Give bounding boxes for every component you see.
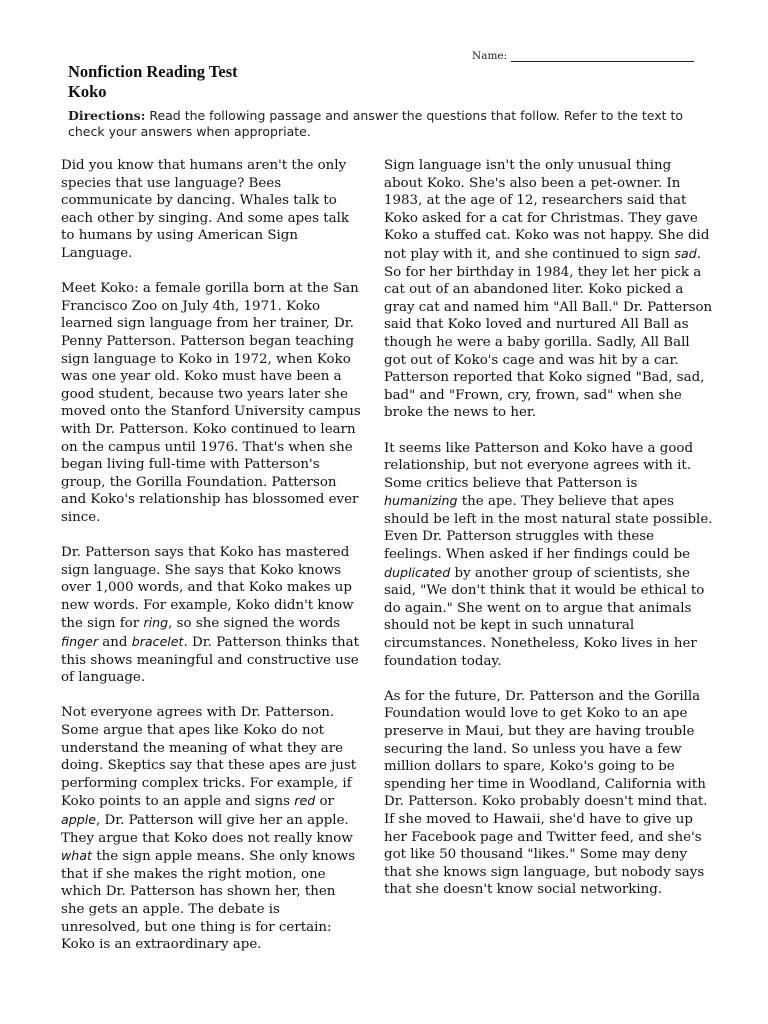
- italic-term: duplicated: [384, 564, 451, 580]
- name-field-row: [472, 50, 694, 62]
- italic-term: ring: [143, 615, 169, 631]
- italic-term: red: [294, 793, 316, 809]
- passage-paragraph: [61, 544, 363, 687]
- paragraph-text: As for the future, Dr. Patterson and the Gorilla Foundation would love to get Koko to an ape preserve in Maui, but they are having trouble securing the land. So unless you have a few million dollars to spare, Koko's going to be spending her time in Woodland, California with Dr. Patterson. Koko probably doesn't mind that. If she moved to Hawaii, she'd have to give up her Facebook page and Twitter feed, and she's got like 50 thousand "likes." Some may deny that she knows sign language, but nobody says that she doesn't know social networking.: [384, 688, 708, 898]
- passage-paragraph: [61, 157, 363, 263]
- paragraph-text: or: [315, 794, 334, 810]
- paragraph-text: and: [98, 635, 132, 651]
- paragraph-text: , Dr. Patterson will give her an apple. They argue that Koko does not really know: [61, 812, 353, 846]
- name-blank-line[interactable]: [511, 50, 694, 62]
- paragraph-text: Sign language isn't the only unusual thing about Koko. She's also been a pet-owner. In 1983, at the age of 12, researchers said that Koko asked for a cat for Christmas. They gave Koko a stuffed cat. Koko was not happy. She did not play with it, and she continued to sign: [384, 158, 710, 262]
- italic-term: finger: [61, 634, 99, 650]
- passage-right-column: [384, 157, 714, 899]
- directions: [68, 108, 698, 140]
- passage-paragraph: [61, 280, 363, 526]
- paragraph-text: Did you know that humans aren't the only species that use language? Bees communicate by dancing. Whales talk to each other by singing. And some apes talk to humans by using American Sign Language.: [61, 158, 349, 261]
- paragraph-text: the ape. They believe that apes should be left in the most natural state possible. Even Dr. Patterson struggles with these feelings. When asked if her findings could be: [384, 494, 713, 563]
- paragraph-text: the sign apple means. She only knows that if she makes the right motion, one which Dr. Patterson has shown her, then she gets an apple. The debate is unresolved, but one thing is for certain: Koko is an extraordinary ape.: [61, 849, 356, 953]
- paragraph-text: , so she signed the words: [168, 616, 341, 632]
- passage-left-column: [61, 157, 363, 954]
- paragraph-text: Meet Koko: a female gorilla born at the San Francisco Zoo on July 4th, 1971. Koko learned sign language from her trainer, Dr. Penny Patterson. Patterson began teaching sign language to Koko in 1972, when Koko was one year old. Koko must have been a good student, because two years later she moved onto the Stanford University campus with Dr. Patterson. Koko continued to learn on the campus until 1976. That's when she began living full-time with Patterson's group, the Gorilla Foundation. Patterson and Koko's relationship has blossomed ever since.: [61, 281, 361, 525]
- name-label: Name:: [472, 50, 508, 62]
- page-subtitle: Koko: [68, 82, 107, 101]
- page-title: Nonfiction Reading Test: [68, 62, 238, 81]
- italic-term: bracelet: [131, 634, 184, 650]
- passage-paragraph: [384, 440, 714, 671]
- directions-label: Directions:: [68, 108, 146, 123]
- passage-paragraph: [384, 688, 714, 899]
- italic-term: humanizing: [384, 493, 458, 509]
- passage-paragraph: [384, 157, 714, 422]
- paragraph-text: by another group of scientists, she said, "We don't think that it would be ethical to do again." She went on to argue that animals should not be kept in such unnatural circumstances. Nonetheless, Koko lives in her foundation today.: [384, 565, 705, 669]
- title-block: [68, 62, 238, 102]
- paragraph-text: . Dr. Patterson thinks that this shows meaningful and constructive use of language.: [61, 635, 360, 686]
- italic-term: sad: [674, 245, 697, 261]
- directions-text: Read the following passage and answer the questions that follow. Refer to the text to check your answers when appropriate.: [68, 108, 684, 139]
- italic-term: apple: [61, 811, 96, 827]
- italic-term: what: [61, 848, 92, 864]
- paragraph-text: Not everyone agrees with Dr. Patterson. Some argue that apes like Koko do not understand the meaning of what they are doing. Skeptics say that these apes are just performing complex tricks. For example, if Koko points to an apple and signs: [61, 705, 357, 810]
- paragraph-text: . So for her birthday in 1984, they let her pick a cat out of an abandoned liter. Koko picked a gray cat and named him "All Ball." Dr. Patterson said that Koko loved and nurtured All Ball as though he were a baby gorilla. Sadly, All Ball got out of Koko's cage and was hit by a car. Patterson reported that Koko signed "Bad, sad, bad" and "Frown, cry, frown, sad" when she broke the news to her.: [384, 246, 713, 421]
- paragraph-text: Dr. Patterson says that Koko has mastered sign language. She says that Koko knows over 1,000 words, and that Koko makes up new words. For example, Koko didn't know the sign for: [61, 545, 354, 632]
- paragraph-text: It seems like Patterson and Koko have a good relationship, but not everyone agrees with it. Some critics believe that Patterson is: [384, 440, 694, 491]
- passage-paragraph: [61, 704, 363, 953]
